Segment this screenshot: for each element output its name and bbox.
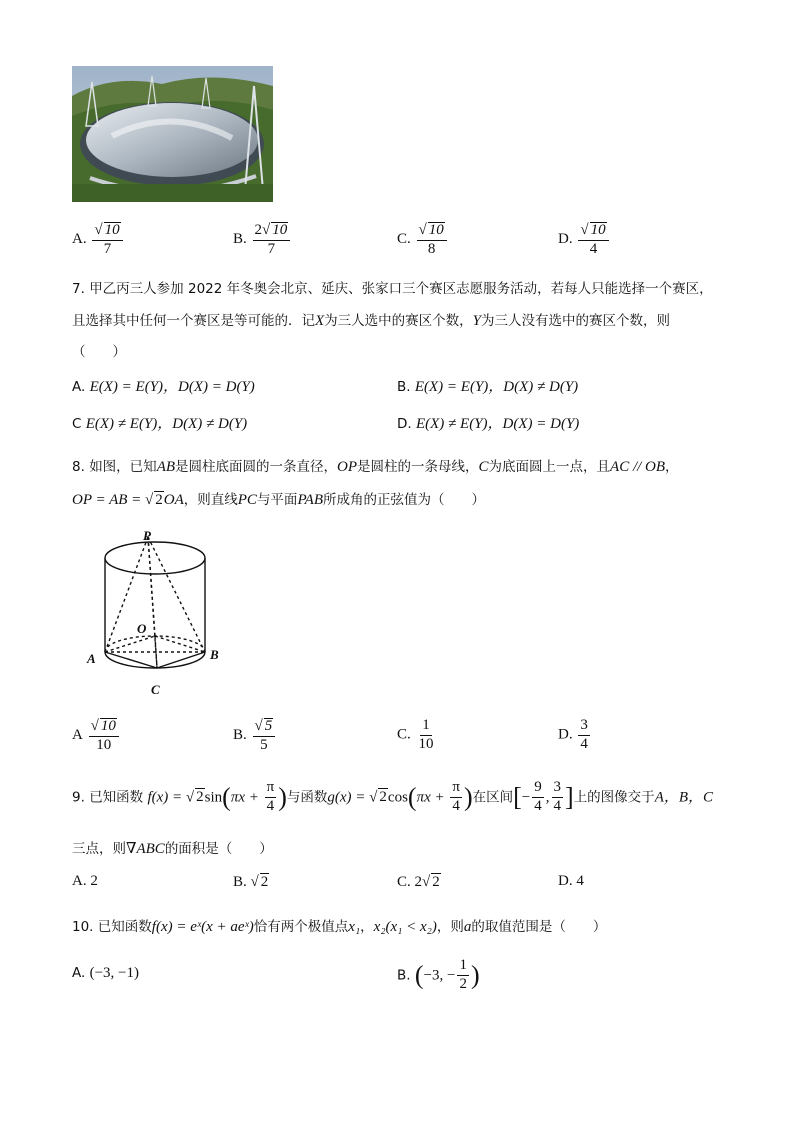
label-o: O (137, 621, 147, 636)
q9-option-b[interactable]: B. √ 2 (233, 874, 269, 890)
q7-option-d[interactable]: D. E(X) ≠ E(Y)，D(X) = D(Y) (397, 416, 580, 432)
q9-option-c[interactable]: C. 2√ 2 (397, 874, 440, 890)
q8-option-a[interactable]: A $\frac{√ 10}{10}$ (72, 718, 121, 754)
q10-option-b[interactable]: B. (−3, − $\frac{1}{2}$ ) (397, 957, 480, 992)
q7-option-c[interactable]: C E(X) ≠ E(Y)，D(X) ≠ D(Y) (72, 416, 248, 432)
q6-option-d[interactable]: D. $\frac{√ 10}{4}$ (558, 222, 611, 258)
q7-line2: 且选择其中任何一个赛区是等可能的．记X为三人选中的赛区个数，Y为三人没有选中的赛区个数，则 (72, 313, 671, 329)
label-a: A (87, 651, 96, 666)
label-b: B (210, 647, 219, 662)
q9-option-d[interactable]: D. 4 (558, 873, 584, 889)
q7-line1: 7. 甲乙丙三人参加 2022 年冬奥会北京、延庆、张家口三个赛区志愿服务活动，若每人只能选择一个赛区， (72, 281, 713, 297)
q9-option-a[interactable]: A. 2 (72, 873, 98, 889)
telescope-photo (72, 66, 273, 202)
q10-line1: 10. 已知函数f(x) = eˣ(x + aeˣ)恰有两个极值点x₁，x₂(x₁ < x₂)，则a的取值范围是（ ） (72, 919, 607, 935)
q8-line2: OP = AB = √ 2OA，则直线PC与平面PAB所成角的正弦值为（ ） (72, 492, 485, 508)
label-p: P (143, 528, 151, 543)
q8-line1: 8. 如图，已知AB是圆柱底面圆的一条直径，OP是圆柱的一条母线，C为底面圆上一点，且AC // OB， (72, 459, 679, 475)
q7-answer-paren: （ ） (72, 344, 126, 360)
q8-option-c[interactable]: C. $\frac{1}{10}$ (397, 717, 434, 752)
q10-option-a[interactable]: A. (−3, −1) (72, 965, 140, 981)
q7-option-b[interactable]: B. E(X) = E(Y)，D(X) ≠ D(Y) (397, 379, 579, 395)
q8-option-d[interactable]: D. $\frac{3}{4}$ (558, 717, 588, 752)
label-c: C (151, 682, 160, 697)
q6-option-a[interactable]: A. $\frac{√ 10}{7}$ (72, 222, 125, 258)
cylinder-figure (80, 525, 240, 700)
q6-option-b[interactable]: B. $\frac{2√ 10}{7}$ (233, 222, 292, 258)
q8-option-b[interactable]: B. $\frac{√ 5}{5}$ (233, 718, 277, 754)
q9-line1: 9. 已知函数 f(x) = √ 2sin(πx + $\frac{\pi}{4}$ )与函数g(x) = √ 2cos(πx + $\frac{\pi}{4}$ )在区间[− $\frac{9}{4}$ , $\frac{3}{4}$ ]上的图像交于A，B，C (72, 779, 714, 814)
q7-option-a[interactable]: A. E(X) = E(Y)，D(X) = D(Y) (72, 379, 255, 395)
q9-line2: 三点，则∇ABC的面积是（ ） (72, 841, 273, 857)
q6-option-c[interactable]: C. $\frac{√ 10}{8}$ (397, 222, 449, 258)
